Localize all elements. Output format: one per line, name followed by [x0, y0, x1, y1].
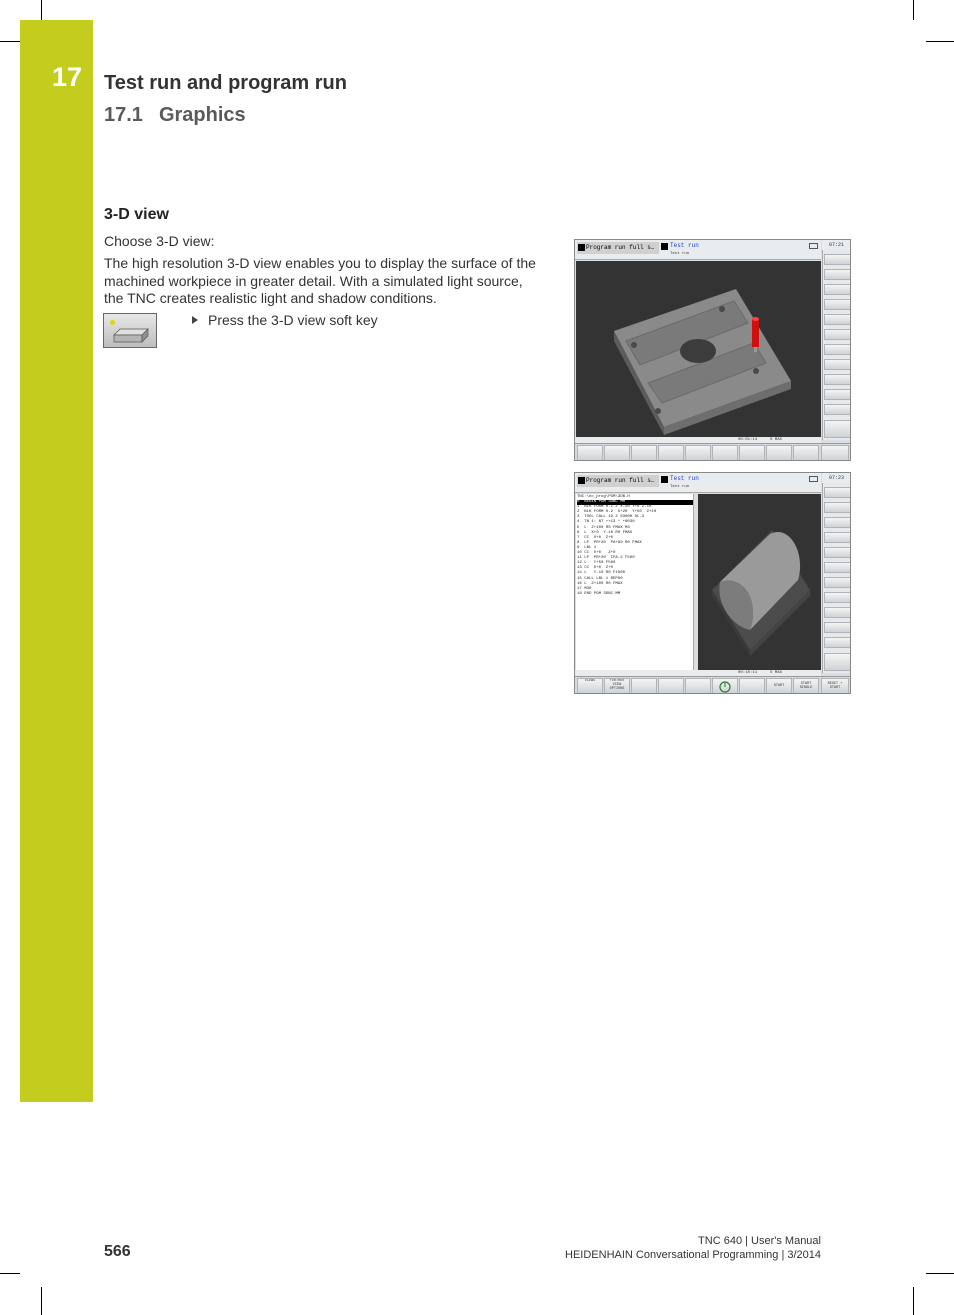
vertical-softkey[interactable]	[824, 269, 851, 280]
crop-mark	[913, 1287, 914, 1315]
vertical-softkey[interactable]	[824, 420, 851, 438]
mode-program-run: Program run full s…	[577, 242, 659, 254]
softkey-plan-view[interactable]	[577, 445, 603, 461]
mode-test-run-sub: Test run	[670, 252, 690, 256]
mode-test-run-sub: Test run	[670, 485, 690, 489]
vertical-softkey[interactable]	[824, 502, 851, 513]
box-icon	[104, 314, 158, 349]
program-lines: 1 BLK FORM 0.1 Z X-20 Y+0 Z-10 2 BLK FORM 0.2 X+20 Y+50 Z+10 3 TOOL CALL 19 Z S3000 DL-3 4 TN 1: NT ++13 * +0030 5 L Z+100 R0 FMAX M3 6 L X+0 Y-10 R0 FMAX 7 CC X+0 Z+0 8 LP PR+20 PA+90 R0 FMAX 9 LBL 1 10 CC X+0 Z+0 11 LP PR+20 IPA-2 F500 12 L Y+50 F500 13 CC X+0 Z+0 14 L Y-10 R0 F1000 15 CALL LBL 1 REP90 16 L Z+100 R0 FMAX 17 M30 18 END PGM 3DBC MM	[577, 505, 657, 596]
chapter-number: 17	[52, 62, 83, 92]
vertical-softkey[interactable]	[824, 607, 851, 618]
vertical-softkey[interactable]	[824, 532, 851, 543]
softkey[interactable]	[685, 445, 711, 461]
vertical-softkey[interactable]	[824, 562, 851, 573]
run-time: 00:10:11	[738, 671, 758, 675]
instruction-step	[192, 312, 378, 328]
mode-test-run	[661, 242, 699, 258]
softkey[interactable]	[685, 678, 711, 694]
section-title	[104, 104, 246, 127]
vertical-softkey[interactable]	[824, 299, 851, 310]
softkey[interactable]	[739, 445, 765, 461]
subsection-heading: 3-D view	[104, 206, 169, 223]
softkey[interactable]	[821, 445, 849, 461]
crop-mark	[41, 1287, 42, 1315]
softkey-views[interactable]: VIEWS	[577, 678, 603, 694]
mode-test-run	[661, 475, 699, 491]
3d-view-softkey-icon	[103, 313, 157, 348]
crop-mark	[926, 41, 954, 42]
mode-program-run: Program run full s…	[577, 475, 659, 487]
softkey[interactable]	[793, 445, 819, 461]
softkey-further-view-options[interactable]: FURTHER VIEW OPTIONS	[604, 678, 630, 694]
vertical-softkey[interactable]	[824, 637, 851, 648]
body-text: The high resolution 3-D view enables you to display the surface of the machined workpiece in greater detail. With a simulated light source, the TNC creates realistic light and shadow conditions.	[104, 255, 536, 306]
vertical-softkey[interactable]	[824, 344, 851, 355]
active-block[interactable]: 0 BEGIN PGM 3DBC MM	[577, 500, 695, 505]
softkey[interactable]	[766, 445, 792, 461]
vertical-softkey[interactable]	[824, 517, 851, 528]
softkey[interactable]	[631, 678, 657, 694]
clock: 07:23	[822, 473, 851, 483]
mode-bar	[575, 240, 821, 260]
tnc-icon	[809, 476, 818, 482]
vertical-softkey[interactable]	[824, 622, 851, 633]
vertical-softkey[interactable]	[824, 592, 851, 603]
program-listing	[576, 494, 696, 674]
vertical-softkeys	[822, 250, 851, 440]
vertical-softkeys	[822, 483, 851, 673]
cylinder-3d-graphic	[698, 494, 821, 670]
softkey-speed-dial-icon[interactable]	[712, 678, 738, 694]
vertical-softkey[interactable]	[824, 389, 851, 400]
vertical-softkey[interactable]	[824, 314, 851, 325]
tnc-icon	[809, 243, 818, 249]
softkey[interactable]	[658, 678, 684, 694]
3d-graphic-view	[576, 261, 821, 437]
status-right: S MAX	[770, 438, 783, 442]
footer-publisher: HEIDENHAIN Conversational Programming | 3/2014	[565, 1249, 821, 1261]
run-time: 00:01:14	[738, 438, 758, 442]
intro-text: Choose 3-D view:	[104, 233, 215, 249]
vertical-softkey[interactable]	[824, 329, 851, 340]
softkey[interactable]	[739, 678, 765, 694]
chapter-tab	[20, 20, 93, 1102]
workpiece-3d-graphic	[576, 261, 821, 437]
vertical-softkey[interactable]	[824, 359, 851, 370]
clock: 07:21	[822, 240, 851, 250]
crop-mark	[0, 1273, 20, 1274]
bullet-triangle-icon	[192, 316, 198, 324]
crop-mark	[913, 0, 914, 20]
vertical-softkey[interactable]	[824, 487, 851, 498]
page-number: 566	[104, 1243, 131, 1260]
mode-test-run-label: Test run	[670, 475, 699, 482]
vertical-softkey[interactable]	[824, 547, 851, 558]
scrollbar[interactable]	[693, 494, 697, 674]
softkey[interactable]	[712, 445, 738, 461]
screenshot-program-3d-view	[574, 472, 851, 694]
crop-mark	[0, 41, 20, 42]
chapter-title: Test run and program run	[104, 72, 347, 94]
mode-bar	[575, 473, 821, 493]
status-right: S MAX	[770, 671, 783, 675]
screenshot-3d-view	[574, 239, 851, 461]
step-text: Press the 3-D view soft key	[208, 312, 378, 328]
dial-icon	[713, 679, 737, 693]
softkey-start[interactable]: START	[766, 678, 792, 694]
crop-mark	[926, 1273, 954, 1274]
softkey-three-plane[interactable]	[604, 445, 630, 461]
crop-mark	[41, 0, 42, 20]
vertical-softkey[interactable]	[824, 284, 851, 295]
footer-manual: TNC 640 | User's Manual	[698, 1235, 821, 1247]
section-name: Graphics	[158, 104, 246, 126]
mode-test-run-label: Test run	[670, 242, 699, 249]
vertical-softkey[interactable]	[824, 254, 851, 265]
softkey-reset-start[interactable]: RESET + START	[821, 678, 849, 694]
vertical-softkey[interactable]	[824, 404, 851, 415]
vertical-softkey[interactable]	[824, 577, 851, 588]
section-number: 17.1	[104, 104, 143, 126]
vertical-softkey[interactable]	[824, 374, 851, 385]
program-path: TNC:\nc_prog\PGM\3DB.H	[577, 495, 630, 499]
vertical-softkey[interactable]	[824, 653, 851, 671]
softkey-row	[575, 676, 851, 694]
3d-graphic-view	[698, 494, 821, 670]
softkey-3d-view[interactable]	[631, 445, 657, 461]
softkey[interactable]	[658, 445, 684, 461]
softkey-row	[575, 443, 851, 461]
softkey-start-single[interactable]: START SINGLE	[793, 678, 819, 694]
